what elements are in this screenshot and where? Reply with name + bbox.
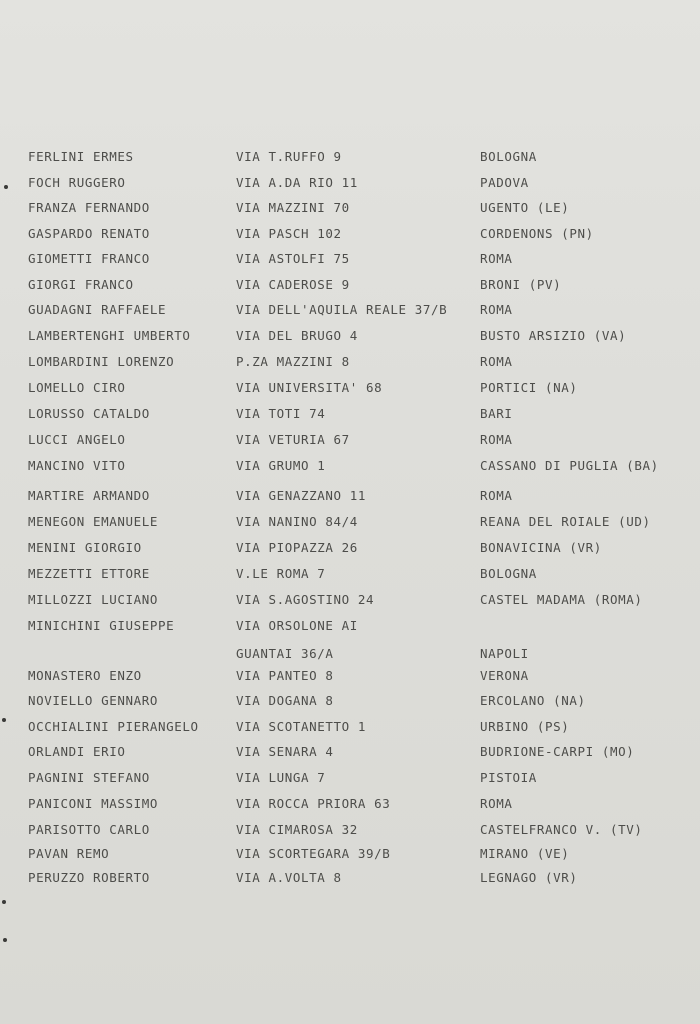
- person-name: GUADAGNI RAFFAELE: [28, 302, 167, 317]
- city-name: BUDRIONE-CARPI (MO): [480, 744, 635, 759]
- list-item: [0, 845, 700, 867]
- city-name: REANA DEL ROIALE (UD): [480, 514, 651, 529]
- street-address: GUANTAI 36/A: [236, 646, 334, 661]
- list-item: [0, 565, 700, 587]
- city-name: BONAVICINA (VR): [480, 540, 602, 555]
- city-name: MIRANO (VE): [480, 846, 570, 861]
- city-name: CASTELFRANCO V. (TV): [480, 822, 643, 837]
- city-name: LEGNAGO (VR): [480, 870, 578, 885]
- street-address: VIA T.RUFFO 9: [236, 149, 342, 164]
- person-name: MEZZETTI ETTORE: [28, 566, 150, 581]
- list-item: [0, 645, 700, 667]
- street-address: VIA A.DA RIO 11: [236, 175, 358, 190]
- list-item: [0, 431, 700, 453]
- person-name: MINICHINI GIUSEPPE: [28, 618, 175, 633]
- street-address: VIA CIMAROSA 32: [236, 822, 358, 837]
- street-address: VIA DOGANA 8: [236, 693, 334, 708]
- person-name: LORUSSO CATALDO: [28, 406, 150, 421]
- city-name: VERONA: [480, 668, 529, 683]
- person-name: PAVAN REMO: [28, 846, 110, 861]
- city-name: ROMA: [480, 432, 513, 447]
- city-name: PORTICI (NA): [480, 380, 578, 395]
- city-name: BARI: [480, 406, 513, 421]
- city-name: UGENTO (LE): [480, 200, 570, 215]
- person-name: MENINI GIORGIO: [28, 540, 142, 555]
- list-item: [0, 617, 700, 639]
- street-address: VIA PIOPAZZA 26: [236, 540, 358, 555]
- list-item: [0, 718, 700, 740]
- city-name: ROMA: [480, 796, 513, 811]
- person-name: PARISOTTO CARLO: [28, 822, 150, 837]
- list-item: [0, 821, 700, 843]
- list-item: [0, 743, 700, 765]
- street-address: VIA GRUMO 1: [236, 458, 326, 473]
- list-item: [0, 148, 700, 170]
- city-name: URBINO (PS): [480, 719, 570, 734]
- city-name: BRONI (PV): [480, 277, 562, 292]
- list-item: [0, 405, 700, 427]
- list-item: [0, 225, 700, 247]
- street-address: VIA S.AGOSTINO 24: [236, 592, 375, 607]
- street-address: VIA MAZZINI 70: [236, 200, 350, 215]
- list-item: [0, 795, 700, 817]
- person-name: FERLINI ERMES: [28, 149, 134, 164]
- person-name: MILLOZZI LUCIANO: [28, 592, 159, 607]
- city-name: ERCOLANO (NA): [480, 693, 586, 708]
- list-item: [0, 199, 700, 221]
- city-name: BOLOGNA: [480, 149, 537, 164]
- list-item: [0, 513, 700, 535]
- list-item: [0, 276, 700, 298]
- list-item: [0, 769, 700, 791]
- street-address: VIA ROCCA PRIORA 63: [236, 796, 391, 811]
- street-address: VIA ORSOLONE AI: [236, 618, 358, 633]
- street-address: VIA TOTI 74: [236, 406, 326, 421]
- person-name: GIORGI FRANCO: [28, 277, 134, 292]
- city-name: BUSTO ARSIZIO (VA): [480, 328, 627, 343]
- person-name: FRANZA FERNANDO: [28, 200, 150, 215]
- street-address: VIA A.VOLTA 8: [236, 870, 342, 885]
- street-address: VIA DEL BRUGO 4: [236, 328, 358, 343]
- list-item: [0, 379, 700, 401]
- street-address: VIA UNIVERSITA' 68: [236, 380, 383, 395]
- street-address: VIA LUNGA 7: [236, 770, 326, 785]
- city-name: CASSANO DI PUGLIA (BA): [480, 458, 659, 473]
- person-name: LOMELLO CIRO: [28, 380, 126, 395]
- person-name: LOMBARDINI LORENZO: [28, 354, 175, 369]
- street-address: VIA PASCH 102: [236, 226, 342, 241]
- city-name: ROMA: [480, 354, 513, 369]
- person-name: LUCCI ANGELO: [28, 432, 126, 447]
- list-item: [0, 327, 700, 349]
- street-address: P.ZA MAZZINI 8: [236, 354, 350, 369]
- list-item: [0, 869, 700, 891]
- street-address: VIA GENAZZANO 11: [236, 488, 367, 503]
- list-item: [0, 692, 700, 714]
- list-item: [0, 487, 700, 509]
- city-name: ROMA: [480, 251, 513, 266]
- city-name: PISTOIA: [480, 770, 537, 785]
- person-name: ORLANDI ERIO: [28, 744, 126, 759]
- person-name: OCCHIALINI PIERANGELO: [28, 719, 199, 734]
- list-item: [0, 457, 700, 479]
- street-address: V.LE ROMA 7: [236, 566, 326, 581]
- person-name: MARTIRE ARMANDO: [28, 488, 150, 503]
- person-name: PANICONI MASSIMO: [28, 796, 159, 811]
- street-address: VIA VETURIA 67: [236, 432, 350, 447]
- list-item: [0, 250, 700, 272]
- street-address: VIA SENARA 4: [236, 744, 334, 759]
- person-name: NOVIELLO GENNARO: [28, 693, 159, 708]
- person-name: FOCH RUGGERO: [28, 175, 126, 190]
- person-name: GIOMETTI FRANCO: [28, 251, 150, 266]
- person-name: MENEGON EMANUELE: [28, 514, 159, 529]
- street-address: VIA SCORTEGARA 39/B: [236, 846, 391, 861]
- person-name: MANCINO VITO: [28, 458, 126, 473]
- city-name: CASTEL MADAMA (ROMA): [480, 592, 643, 607]
- street-address: VIA PANTEO 8: [236, 668, 334, 683]
- list-item: [0, 301, 700, 323]
- person-name: PERUZZO ROBERTO: [28, 870, 150, 885]
- city-name: CORDENONS (PN): [480, 226, 594, 241]
- person-name: MONASTERO ENZO: [28, 668, 142, 683]
- list-item: [0, 667, 700, 689]
- list-item: [0, 591, 700, 613]
- list-item: [0, 353, 700, 375]
- city-name: NAPOLI: [480, 646, 529, 661]
- person-name: LAMBERTENGHI UMBERTO: [28, 328, 191, 343]
- street-address: VIA NANINO 84/4: [236, 514, 358, 529]
- street-address: VIA ASTOLFI 75: [236, 251, 350, 266]
- list-item: [0, 539, 700, 561]
- street-address: VIA CADEROSE 9: [236, 277, 350, 292]
- city-name: BOLOGNA: [480, 566, 537, 581]
- city-name: ROMA: [480, 488, 513, 503]
- street-address: VIA DELL'AQUILA REALE 37/B: [236, 302, 448, 317]
- list-item: [0, 174, 700, 196]
- city-name: ROMA: [480, 302, 513, 317]
- street-address: VIA SCOTANETTO 1: [236, 719, 367, 734]
- person-name: PAGNINI STEFANO: [28, 770, 150, 785]
- city-name: PADOVA: [480, 175, 529, 190]
- person-name: GASPARDO RENATO: [28, 226, 150, 241]
